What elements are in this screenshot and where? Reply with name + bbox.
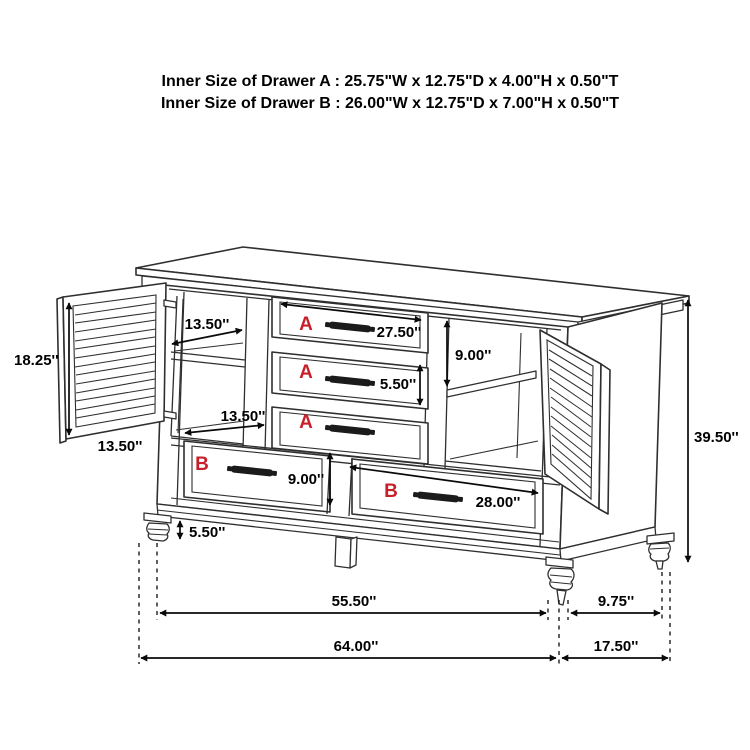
dim-label-front-leg-span: 55.50'' [331,593,377,610]
dim-label-overall-depth: 17.50'' [593,638,639,655]
front-left-leg [144,513,171,541]
dresser-drawing [57,247,689,605]
extension-lines [139,543,670,664]
center-leg [335,537,357,568]
drawer-a1-letter: A [299,314,313,335]
dim-label-drawer-b-height: 9.00'' [287,471,325,488]
drawer-a2-letter: A [299,362,313,383]
dim-label-drawer-a-width: 27.50'' [376,324,422,341]
dim-label-overall-height: 39.50'' [694,429,739,446]
dim-label-drawer-b-width: 28.00'' [475,494,521,511]
drawer-b-left-letter: B [195,454,209,475]
dim-label-door-width: 13.50'' [97,438,143,455]
dim-label-door-height: 18.25'' [14,352,59,369]
left-louver-door [57,283,176,443]
dim-label-drawer-a-height: 5.50'' [379,376,417,393]
drawer-b-right-letter: B [384,481,398,502]
drawer-a3-letter: A [299,412,313,433]
dim-label-leg-side-span: 9.75'' [597,593,635,610]
dim-label-left-compartment-top: 13.50'' [184,316,230,333]
front-right-leg [546,557,574,605]
dim-label-leg-height: 5.50'' [189,524,226,541]
dim-label-left-compartment-bottom: 13.50'' [220,408,266,425]
dim-label-right-compartment-height: 9.00'' [455,347,492,364]
dim-label-overall-width: 64.00'' [333,638,379,655]
drawer-a-inner-size-note: Inner Size of Drawer A : 25.75"W x 12.75"D x 4.00"H x 0.50"T [161,73,619,90]
back-right-leg [647,533,674,569]
drawer-b-inner-size-note: Inner Size of Drawer B : 26.00"W x 12.75"D x 7.00"H x 0.50"T [160,95,620,112]
